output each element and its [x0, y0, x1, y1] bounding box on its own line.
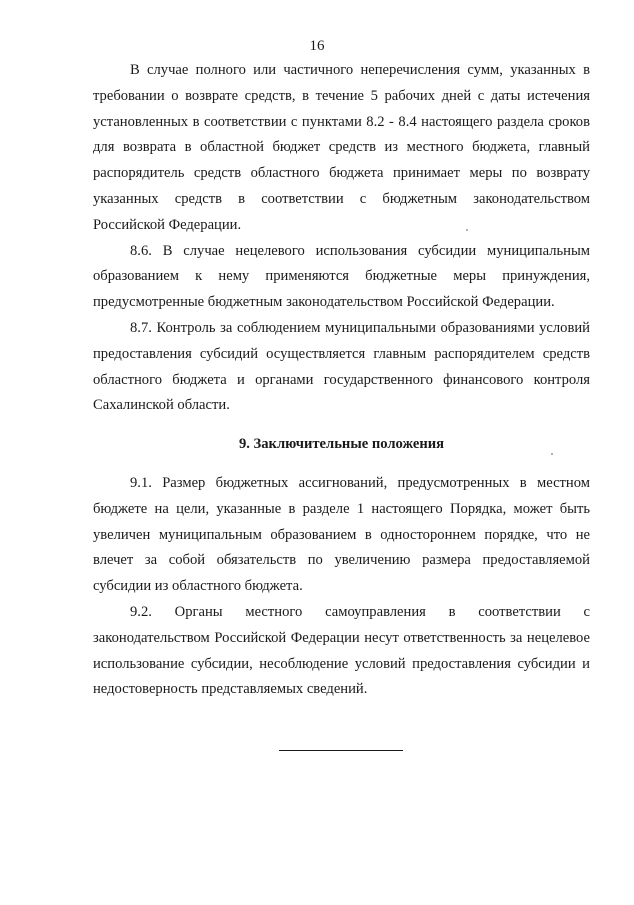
paragraph-8-6: 8.6. В случае нецелевого использования субсидии муниципальным образованием к нему применяются бюджетные меры принуждения, предусмотренные бюджетным законодательством Российской Федерации. [93, 242, 590, 311]
paragraph-9-1: 9.1. Размер бюджетных ассигнований, предусмотренных в местном бюджете на цели, указанные в разделе 1 настоящего Порядка, может быть увеличен муниципальным образованием в одностороннем порядке, что не влечет за собой обязательств по увеличению размера предоставляемой субсидии из областного бюджета. [93, 474, 590, 595]
document-body [93, 58, 590, 703]
scan-speck [466, 229, 468, 231]
section-heading: 9. Заключительные положения [238, 436, 445, 453]
paragraph-8-5-continuation: В случае полного или частичного неперечисления сумм, указанных в требовании о возврате средств, в течение 5 рабочих дней с даты истечения установленных в соответствии с пунктами 8.2 - 8.4 настоящего раздела сроков для возврата в областной бюджет средств из местного бюджета, главный распорядитель средств областного бюджета принимает меры по возврату указанных средств в соответствии с бюджетным законодательством Российской Федерации. [93, 62, 590, 233]
page-number: 16 [309, 38, 325, 54]
scan-speck [551, 453, 553, 455]
end-of-document-rule [279, 750, 403, 751]
paragraph-9-2: 9.2. Органы местного самоуправления в соответствии с законодательством Российской Федерации несут ответственность за нецелевое использование субсидии, несоблюдение условий предоставления субсидии и недостоверность представляемых сведений. [93, 603, 590, 698]
paragraph-8-7: 8.7. Контроль за соблюдением муниципальными образованиями условий предоставления субсидий осуществляется главным распорядителем средств областного бюджета и органами государственного финансового контроля Сахалинской области. [93, 319, 590, 414]
